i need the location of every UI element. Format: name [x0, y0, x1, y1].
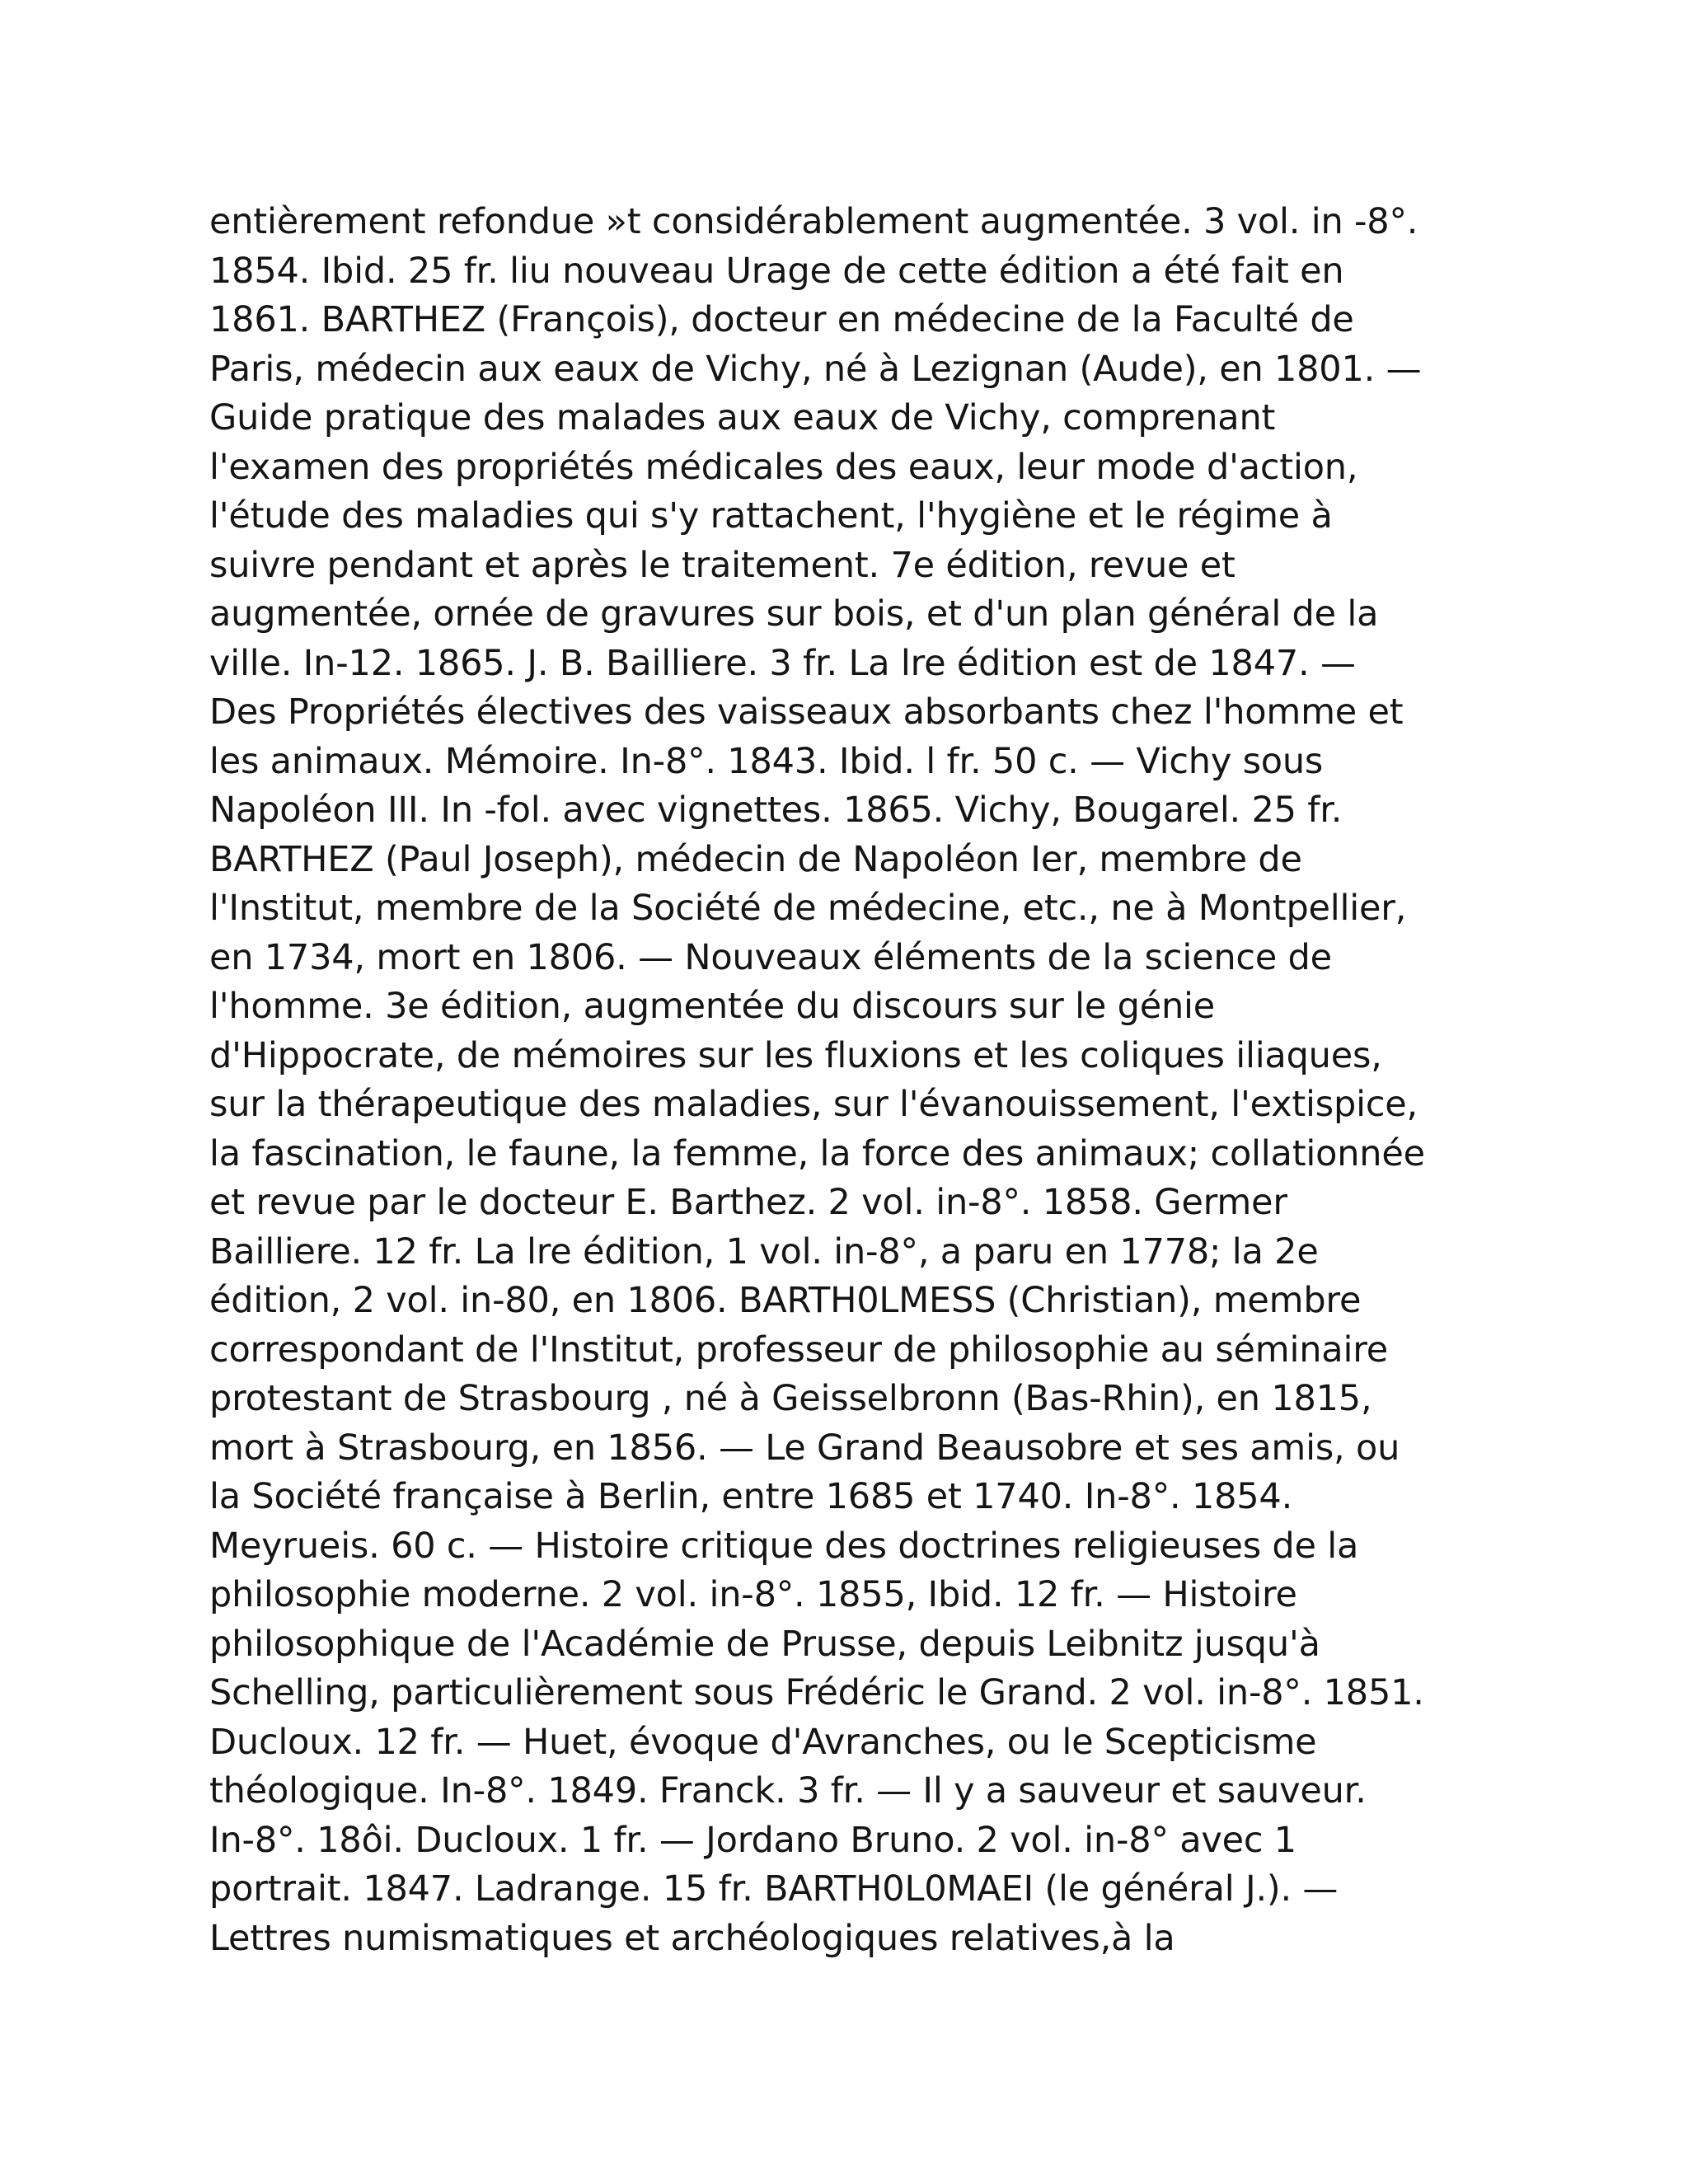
text-line: correspondant de l'Institut, professeur de philosophie au séminaire — [209, 1329, 1388, 1371]
text-line: Ducloux. 12 fr. — Huet, évoque d'Avranches, ou le Scepticisme — [209, 1721, 1317, 1763]
text-line: ville. In-12. 1865. J. B. Bailliere. 3 fr. La lre édition est de 1847. — — [209, 642, 1356, 684]
text-line: Bailliere. 12 fr. La lre édition, 1 vol. in-8°, a paru en 1778; la 2e — [209, 1230, 1319, 1272]
text-line: et revue par le docteur E. Barthez. 2 vol. in-8°. 1858. Germer — [209, 1182, 1287, 1223]
text-line: la Société française à Berlin, entre 1685 et 1740. In-8°. 1854. — [209, 1476, 1293, 1517]
text-line: sur la thérapeutique des maladies, sur l'évanouissement, l'extispice, — [209, 1084, 1418, 1125]
text-line: en 1734, mort en 1806. — Nouveaux éléments de la science de — [209, 936, 1332, 978]
text-line: portrait. 1847. Ladrange. 15 fr. BARTH0L0MAEI (le général J.). — — [209, 1868, 1339, 1910]
text-line: Schelling, particulièrement sous Frédéric le Grand. 2 vol. in-8°. 1851. — [209, 1672, 1424, 1713]
text-line: 1861. BARTHEZ (François), docteur en médecine de la Faculté de — [209, 299, 1354, 340]
text-line: Lettres numismatiques et archéologiques relatives,à la — [209, 1917, 1175, 1959]
text-line: suivre pendant et après le traitement. 7e édition, revue et — [209, 544, 1236, 586]
text-line: mort à Strasbourg, en 1856. — Le Grand Beausobre et ses amis, ou — [209, 1427, 1400, 1469]
text-line: philosophique de l'Académie de Prusse, depuis Leibnitz jusqu'à — [209, 1623, 1320, 1665]
text-line: les animaux. Mémoire. In-8°. 1843. Ibid. l fr. 50 c. — Vichy sous — [209, 740, 1324, 782]
text-line: théologique. In-8°. 1849. Franck. 3 fr. — Il y a sauveur et sauveur. — [209, 1770, 1367, 1811]
text-line: In-8°. 18ôi. Ducloux. 1 fr. — Jordano Bruno. 2 vol. in-8° avec 1 — [209, 1819, 1296, 1861]
text-line: d'Hippocrate, de mémoires sur les fluxions et les coliques iliaques, — [209, 1034, 1382, 1076]
text-line: l'Institut, membre de la Société de médecine, etc., ne à Montpellier, — [209, 888, 1407, 929]
text-line: Napoléon III. In -fol. avec vignettes. 1865. Vichy, Bougarel. 25 fr. — [209, 790, 1343, 831]
text-line: augmentée, ornée de gravures sur bois, et d'un plan général de la — [209, 593, 1379, 635]
text-line: Des Propriétés électives des vaisseaux absorbants chez l'homme et — [209, 691, 1404, 733]
body-text — [209, 198, 1495, 1963]
text-line: l'examen des propriétés médicales des eaux, leur mode d'action, — [209, 446, 1358, 488]
text-line: édition, 2 vol. in-80, en 1806. BARTH0LMESS (Christian), membre — [209, 1280, 1362, 1321]
text-line: l'étude des maladies qui s'y rattachent, l'hygiène et le régime à — [209, 495, 1333, 537]
text-line: Meyrueis. 60 c. — Histoire critique des doctrines religieuses de la — [209, 1525, 1359, 1567]
text-line: Paris, médecin aux eaux de Vichy, né à Lezignan (Aude), en 1801. — — [209, 348, 1422, 390]
text-line: la fascination, le faune, la femme, la force des animaux; collationnée — [209, 1132, 1425, 1174]
text-line: BARTHEZ (Paul Joseph), médecin de Napoléon Ier, membre de — [209, 838, 1302, 880]
text-line: 1854. Ibid. 25 fr. liu nouveau Urage de cette édition a été fait en — [209, 250, 1344, 292]
text-line: protestant de Strasbourg , né à Geisselbronn (Bas-Rhin), en 1815, — [209, 1378, 1372, 1419]
text-line: Guide pratique des malades aux eaux de Vichy, comprenant — [209, 397, 1276, 438]
text-line: philosophie moderne. 2 vol. in-8°. 1855, Ibid. 12 fr. — Histoire — [209, 1574, 1297, 1615]
text-line: l'homme. 3e édition, augmentée du discours sur le génie — [209, 986, 1216, 1027]
text-line: entièrement refondue »t considérablement augmentée. 3 vol. in -8°. — [209, 201, 1418, 242]
